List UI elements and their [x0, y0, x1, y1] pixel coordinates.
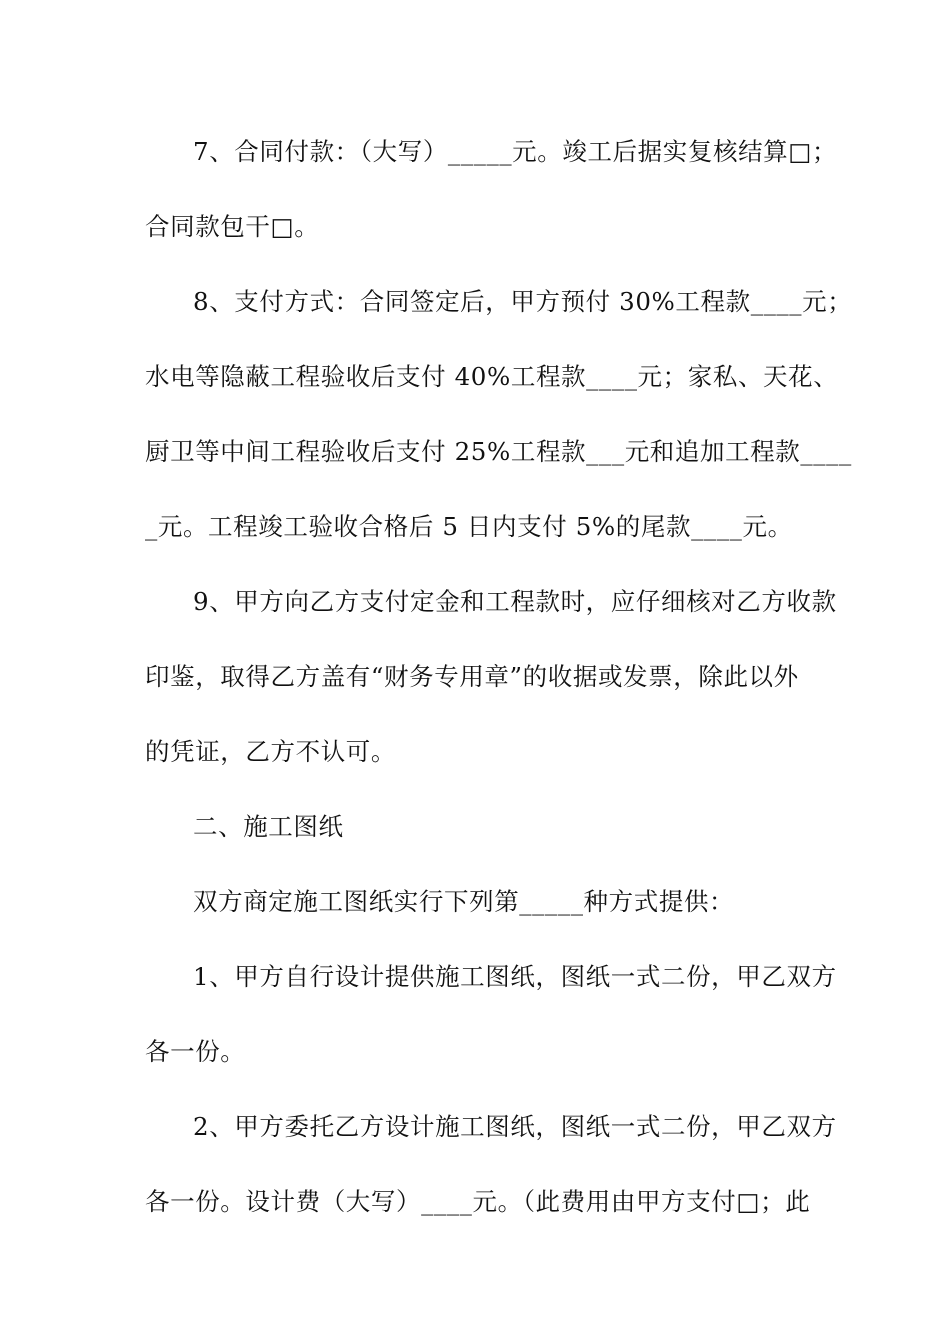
- clause-7-line-1: 7、合同付款：（大写）_____元。竣工后据实复核结算□；: [193, 137, 838, 166]
- clause-8-line-4: _元。工程竣工验收合格后 5 日内支付 5%的尾款____元。: [145, 512, 793, 541]
- clause-8-line-3: 厨卫等中间工程验收后支付 25%工程款___元和追加工程款____: [145, 437, 852, 466]
- clause-9-line-3: 的凭证，乙方不认可。: [145, 737, 396, 766]
- clause-7-line-2: 合同款包干□。: [145, 212, 320, 241]
- option-2-line-1: 2、甲方委托乙方设计施工图纸，图纸一式二份，甲乙双方: [193, 1112, 837, 1141]
- clause-9-line-1: 9、甲方向乙方支付定金和工程款时，应仔细核对乙方收款: [193, 587, 837, 616]
- option-1-line-2: 各一份。: [145, 1037, 246, 1066]
- clause-8-line-1: 8、支付方式：合同签定后，甲方预付 30%工程款____元；: [193, 287, 853, 316]
- clause-9-line-2: 印鉴，取得乙方盖有“财务专用章”的收据或发票，除此以外: [145, 662, 799, 691]
- section-heading: 二、施工图纸: [193, 812, 344, 841]
- clause-8-line-2: 水电等隐蔽工程验收后支付 40%工程款____元；家私、天花、: [145, 362, 839, 391]
- section-intro: 双方商定施工图纸实行下列第_____种方式提供：: [193, 887, 735, 916]
- option-2-line-2: 各一份。设计费（大写）____元。（此费用由甲方支付□；此: [145, 1187, 811, 1216]
- option-1-line-1: 1、甲方自行设计提供施工图纸，图纸一式二份，甲乙双方: [193, 962, 837, 991]
